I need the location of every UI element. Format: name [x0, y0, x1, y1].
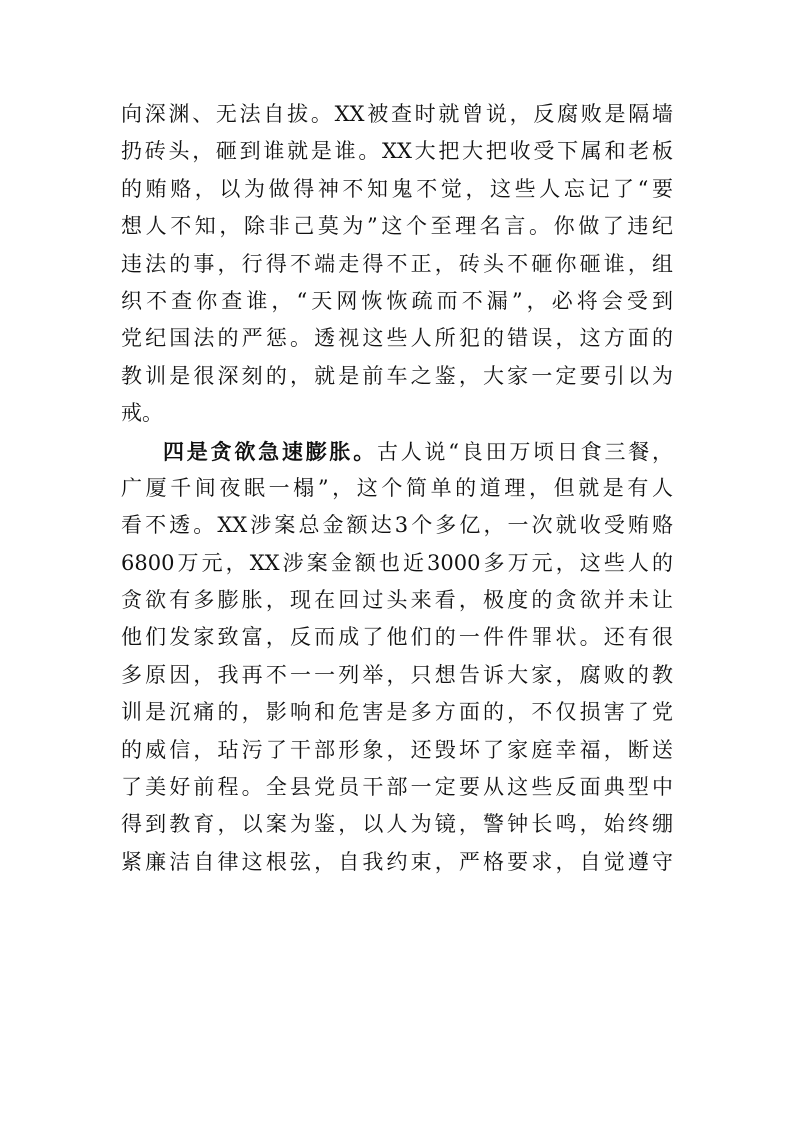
text-line: 扔砖头，砸到谁就是谁。XX大把大把收受下属和老板 [121, 139, 673, 164]
text-line: 了美好前程。全县党员干部一定要从这些反面典型中 [121, 775, 673, 800]
paragraph-2 [121, 433, 673, 882]
text-line: 织不查你查谁，“天网恢恢疏而不漏”，必将会受到 [121, 288, 673, 313]
section-heading: 四是贪欲急速膨胀。 [163, 438, 377, 464]
text-line: 违法的事，行得不端走得不正，砖头不砸你砸谁，组 [121, 251, 673, 276]
text-line: 戒。 [121, 401, 163, 426]
text-line: 得到教育，以案为鉴，以人为镜，警钟长鸣，始终绷 [121, 812, 673, 837]
text-line: 的威信，玷污了干部形象，还毁坏了家庭幸福，断送 [121, 737, 673, 762]
text-fragment: 古人说“良田万顷日食三餐， [376, 439, 673, 464]
text-line: 教训是很深刻的，就是前车之鉴，大家一定要引以为 [121, 363, 673, 388]
text-line: 想人不知，除非己莫为”这个至理名言。你做了违纪 [121, 214, 673, 239]
text-line: 的贿赂，以为做得神不知鬼不觉，这些人忘记了“要 [121, 176, 673, 201]
text-line: 紧廉洁自律这根弦，自我约束，严格要求，自觉遵守 [121, 849, 673, 874]
paragraph-1 [121, 96, 673, 433]
text-line: 训是沉痛的，影响和危害是多方面的，不仅损害了党 [121, 700, 673, 725]
text-line: 贪欲有多膨胀，现在回过头来看，极度的贪欲并未让 [121, 588, 673, 613]
text-line: 6800万元，XX涉案金额也近3000多万元，这些人的 [121, 550, 673, 575]
text-line: 他们发家致富，反而成了他们的一件件罪状。还有很 [121, 625, 673, 650]
body-text [121, 96, 673, 881]
text-line: 多原因，我再不一一列举，只想告诉大家，腐败的教 [121, 662, 673, 687]
text-line: 党纪国法的严惩。透视这些人所犯的错误，这方面的 [121, 326, 673, 351]
paragraph-2-first-line [121, 433, 673, 470]
text-line: 看不透。XX涉案总金额达3个多亿，一次就收受贿赂 [121, 513, 673, 538]
text-line: 向深渊、无法自拔。XX被查时就曾说，反腐败是隔墙 [121, 102, 673, 126]
text-line: 广厦千间夜眠一榻”，这个简单的道理，但就是有人 [121, 475, 673, 500]
